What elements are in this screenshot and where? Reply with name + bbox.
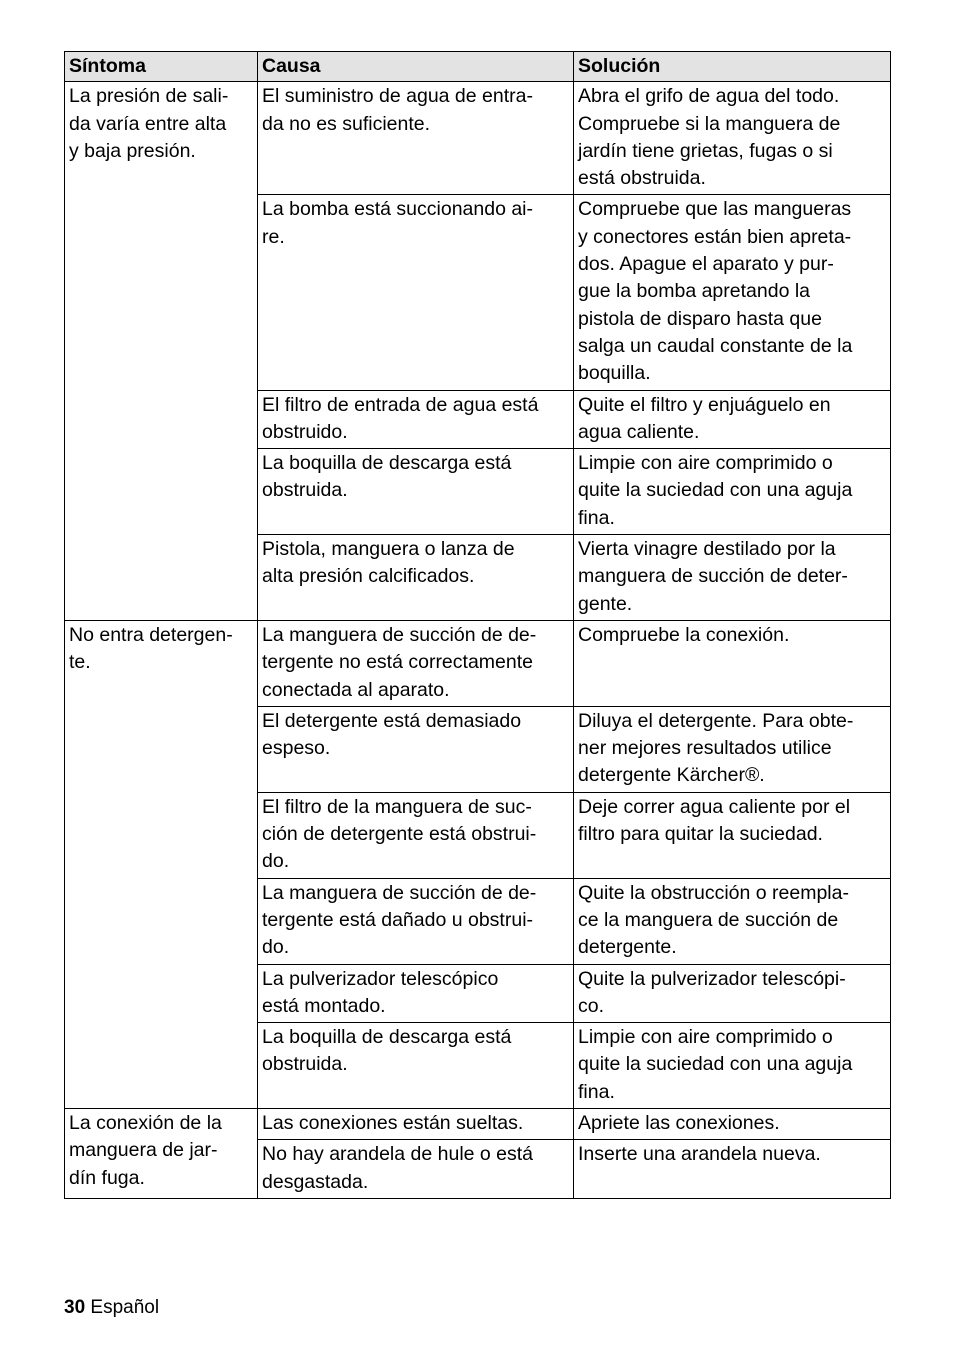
cell-text-line: da no es suficiente. xyxy=(262,112,431,135)
cause-cell xyxy=(258,535,574,621)
cell-text-line: La boquilla de descarga está xyxy=(262,1026,512,1049)
cell-text-line: gue la bomba apretando la xyxy=(578,280,811,303)
cell-text-line: Quite la obstrucción o reempla- xyxy=(578,881,849,904)
cause-cell xyxy=(258,964,574,1023)
cell-text-line: La pulverizador telescópico xyxy=(262,967,499,990)
cell-text-line: obstruida. xyxy=(262,1053,348,1076)
cell-text-line: pistola de disparo hasta que xyxy=(578,307,822,330)
cell-text-line: El suministro de agua de entra- xyxy=(262,85,533,108)
page-footer xyxy=(64,1296,159,1320)
page-number: 30 xyxy=(64,1297,86,1318)
header-symptom: Síntoma xyxy=(65,52,258,82)
cell-text-line: do. xyxy=(262,850,290,873)
solution-cell xyxy=(574,535,891,621)
cell-text-line: obstruido. xyxy=(262,420,348,443)
cell-text-line: está obstruida. xyxy=(578,167,706,190)
cell-text-line: Limpie con aire comprimido o xyxy=(578,1026,833,1049)
table-row xyxy=(65,620,891,706)
solution-cell xyxy=(574,706,891,792)
cell-text-line: La bomba está succionando ai- xyxy=(262,198,534,221)
cell-text-line: No hay arandela de hule o está xyxy=(262,1143,534,1166)
cell-text-line: El filtro de la manguera de suc- xyxy=(262,795,532,818)
cause-cell xyxy=(258,1108,574,1139)
cell-text-line: ce la manguera de succión de xyxy=(578,908,839,931)
cell-text-line: da varía entre alta xyxy=(69,112,227,135)
cell-text-line: boquilla. xyxy=(578,362,651,385)
cell-text-line: Vierta vinagre destilado por la xyxy=(578,538,836,561)
cause-cell xyxy=(258,390,574,449)
cell-text-line: ner mejores resultados utilice xyxy=(578,737,832,760)
cell-text-line: conectada al aparato. xyxy=(262,678,450,701)
cell-text-line: Compruebe que las mangueras xyxy=(578,198,852,221)
cell-text-line: salga un caudal constante de la xyxy=(578,334,853,357)
cause-cell xyxy=(258,1023,574,1109)
header-row xyxy=(65,52,891,82)
cause-cell xyxy=(258,792,574,878)
footer-language: Español xyxy=(90,1297,160,1318)
solution-cell xyxy=(574,1108,891,1139)
symptom-cell xyxy=(65,620,258,1108)
cell-text-line: detergente. xyxy=(578,936,677,959)
cell-text-line: jardín tiene grietas, fugas o si xyxy=(578,139,833,162)
solution-cell xyxy=(574,1023,891,1109)
cell-text-line: Las conexiones están sueltas. xyxy=(262,1111,524,1134)
cell-text-line: desgastada. xyxy=(262,1170,369,1193)
solution-cell xyxy=(574,964,891,1023)
cause-cell xyxy=(258,878,574,964)
cell-text-line: espeso. xyxy=(262,737,331,760)
cell-text-line: y baja presión. xyxy=(69,139,196,162)
cell-text-line: quite la suciedad con una aguja xyxy=(578,479,853,502)
cause-cell xyxy=(258,449,574,535)
solution-cell xyxy=(574,449,891,535)
solution-cell xyxy=(574,195,891,390)
table-row xyxy=(65,82,891,195)
cell-text-line: ción de detergente está obstrui- xyxy=(262,823,537,846)
solution-cell xyxy=(574,878,891,964)
cell-text-line: La boquilla de descarga está xyxy=(262,452,512,475)
cause-cell xyxy=(258,195,574,390)
cell-text-line: manguera de succión de deter- xyxy=(578,565,848,588)
cell-text-line: Abra el grifo de agua del todo. xyxy=(578,85,840,108)
cell-text-line: agua caliente. xyxy=(578,420,700,443)
cell-text-line: tergente no está correctamente xyxy=(262,651,533,674)
solution-cell xyxy=(574,390,891,449)
troubleshooting-table xyxy=(64,51,891,1199)
cell-text-line: El detergente está demasiado xyxy=(262,709,522,732)
cell-text-line: fina. xyxy=(578,506,615,529)
cell-text-line: alta presión calcificados. xyxy=(262,565,475,588)
cell-text-line: Inserte una arandela nueva. xyxy=(578,1143,821,1166)
cell-text-line: do. xyxy=(262,936,290,959)
table-row xyxy=(65,1108,891,1139)
symptom-cell xyxy=(65,82,258,621)
cell-text-line: Quite la pulverizador telescópi- xyxy=(578,967,846,990)
solution-cell xyxy=(574,82,891,195)
cell-text-line: La manguera de succión de de- xyxy=(262,623,537,646)
cell-text-line: Compruebe si la manguera de xyxy=(578,112,841,135)
cell-text-line: está montado. xyxy=(262,994,386,1017)
cell-text-line: Deje correr agua caliente por el xyxy=(578,795,851,818)
cell-text-line: gente. xyxy=(578,592,633,615)
header-solution: Solución xyxy=(574,52,891,82)
cell-text-line: dín fuga. xyxy=(69,1166,145,1189)
solution-cell xyxy=(574,1140,891,1199)
cell-text-line: quite la suciedad con una aguja xyxy=(578,1053,853,1076)
cell-text-line: co. xyxy=(578,994,605,1017)
cell-text-line: manguera de jar- xyxy=(69,1139,218,1162)
cause-cell xyxy=(258,620,574,706)
cell-text-line: La presión de sali- xyxy=(69,85,229,108)
cell-text-line: El filtro de entrada de agua está xyxy=(262,393,539,416)
cell-text-line: re. xyxy=(262,225,285,248)
cell-text-line: La conexión de la xyxy=(69,1111,222,1134)
cell-text-line: Compruebe la conexión. xyxy=(578,623,790,646)
cell-text-line: fina. xyxy=(578,1080,615,1103)
cause-cell xyxy=(258,706,574,792)
cell-text-line: obstruida. xyxy=(262,479,348,502)
table-body xyxy=(65,82,891,1199)
cause-cell xyxy=(258,82,574,195)
cell-text-line: filtro para quitar la suciedad. xyxy=(578,823,823,846)
cell-text-line: te. xyxy=(69,651,91,674)
cell-text-line: La manguera de succión de de- xyxy=(262,881,537,904)
cell-text-line: detergente Kärcher®. xyxy=(578,764,765,787)
cell-text-line: Diluya el detergente. Para obte- xyxy=(578,709,854,732)
cell-text-line: Limpie con aire comprimido o xyxy=(578,452,833,475)
cell-text-line: Apriete las conexiones. xyxy=(578,1111,780,1134)
cell-text-line: y conectores están bien apreta- xyxy=(578,225,852,248)
solution-cell xyxy=(574,620,891,706)
cell-text-line: Quite el filtro y enjuáguelo en xyxy=(578,393,831,416)
cell-text-line: Pistola, manguera o lanza de xyxy=(262,538,515,561)
cell-text-line: tergente está dañado u obstrui- xyxy=(262,908,534,931)
solution-cell xyxy=(574,792,891,878)
cell-text-line: dos. Apague el aparato y pur- xyxy=(578,253,834,276)
cell-text-line: No entra detergen- xyxy=(69,623,233,646)
cause-cell xyxy=(258,1140,574,1199)
table-header xyxy=(65,52,891,82)
header-cause: Causa xyxy=(258,52,574,82)
symptom-cell xyxy=(65,1108,258,1198)
